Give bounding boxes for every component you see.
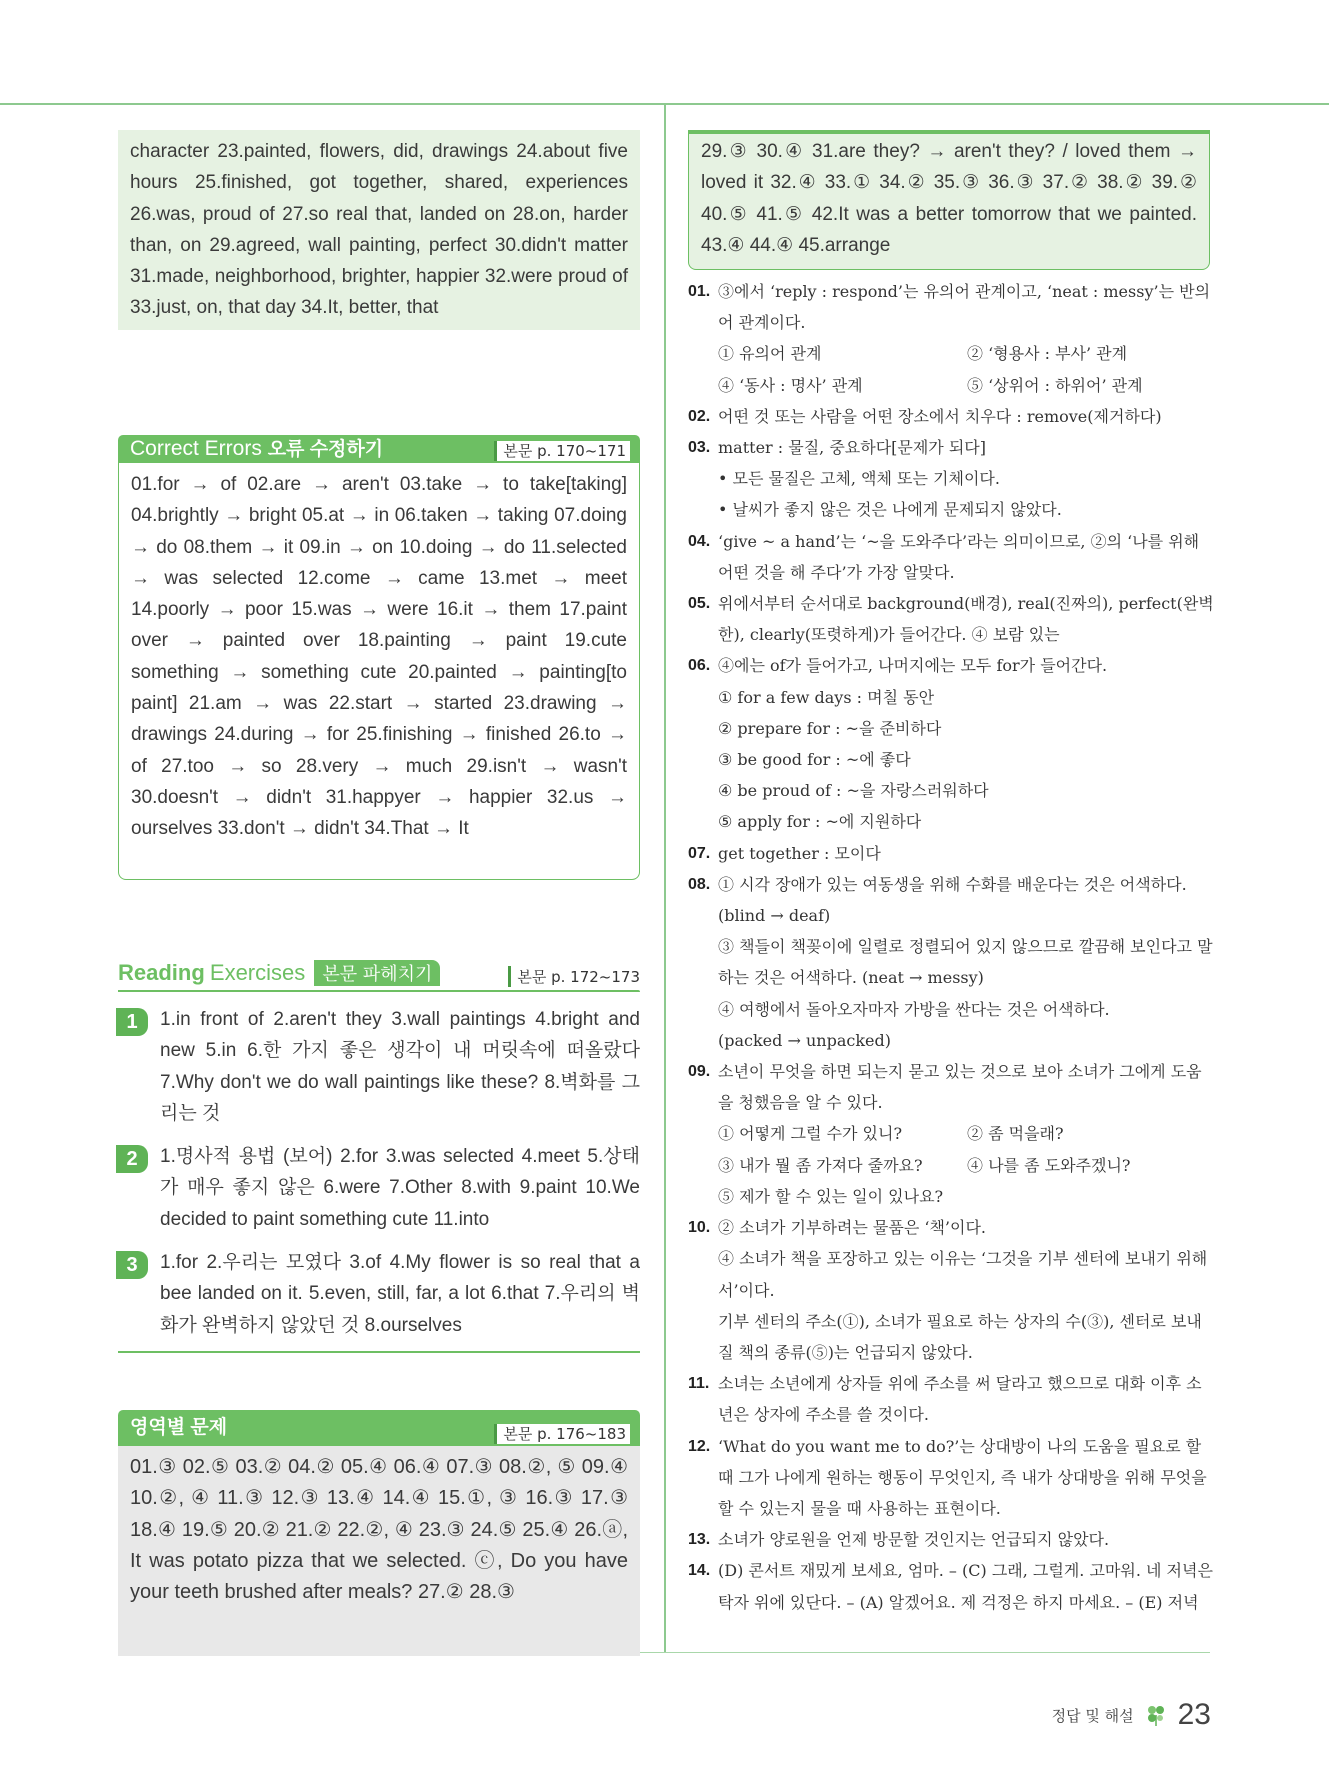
explanation-subline: ① for a few days : 며칠 동안 [718, 687, 935, 707]
exercise-number-badge: 3 [116, 1251, 148, 1279]
explanation-text: (D) 콘서트 재밌게 보세요, 엄마. – (C) 그래, 그럴게. 고마워. 네 저녁은 탁자 위에 있단다. – (A) 알겠어요. 제 걱정은 하지 마세요. – (E) 저녁 [718, 1561, 1213, 1612]
reading-end-rule [118, 1351, 640, 1353]
explanation-subline: ④ 여행에서 돌아오자마자 가방을 싼다는 것은 어색하다. [718, 999, 1110, 1019]
exercise-block-2 [118, 1141, 640, 1235]
answers-continued-box [118, 130, 640, 330]
exercise-block-1 [118, 1004, 640, 1129]
correct-errors-section [118, 435, 640, 880]
explanation-number: 06. [688, 657, 711, 675]
explanation-item [688, 526, 1216, 588]
explanation-option-pair [718, 370, 1216, 401]
explanation-number: 04. [688, 532, 711, 550]
explanation-text: ③에서 ‘reply : respond’는 유의어 관계이고, ‘neat : messy’는 반의어 관계이다. [718, 282, 1211, 333]
region-problems-page-ref: 본문 p. 176~183 [494, 1424, 630, 1444]
explanation-text: 소녀는 소년에게 상자들 위에 주소를 써 달라고 했으므로 대화 이후 소년은 상자에 주소를 쓸 것이다. [718, 1374, 1202, 1425]
explanation-text: ‘give ~ a hand’는 ‘~을 도와주다’라는 의미이므로, ②의 ‘나를 위해 어떤 것을 해 주다’가 가장 알맞다. [718, 531, 1200, 582]
explanation-number: 13. [688, 1531, 711, 1549]
reading-exercises-header [118, 960, 640, 988]
correct-errors-title-ko: 오류 수정하기 [267, 439, 384, 460]
reading-title-b: Exercises [209, 960, 306, 985]
explanation-text: 어떤 것 또는 사람을 어떤 장소에서 치우다 : remove(제거하다) [718, 406, 1162, 426]
explanation-number: 09. [688, 1063, 711, 1081]
explanation-text: 소녀가 양로원을 언제 방문할 것인지는 언급되지 않았다. [718, 1530, 1110, 1550]
reading-title-c: 본문 파헤치기 [314, 960, 440, 986]
explanation-option-pair [718, 1150, 1216, 1181]
reading-page-ref: 본문 p. 172~173 [508, 966, 640, 987]
explanation-option: ② ‘형용사 : 부사’ 관계 [967, 344, 1128, 364]
region-problems-text: 01.③ 02.⑤ 03.② 04.② 05.④ 06.④ 07.③ 08.②, ⑤ 09.④ 10.②, ④ 11.③ 12.③ 13.④ 14.④ 15.①, ③ 16.③ 17.③ 18.④ 19.⑤ 20.② 21.② 22.②, ④ 23.③ 24.⑤ 25.④ 26.ⓐ, It was potato pizza that we selected. ⓒ, Do you have your teeth brushed after meals? 27.② 28.③ [130, 1456, 628, 1604]
reading-title-a: Reading [118, 960, 205, 985]
explanation-option: ④ ‘동사 : 명사’ 관계 [718, 375, 863, 395]
explanation-option-pair [718, 1118, 1216, 1149]
exercise-number-badge: 2 [116, 1145, 148, 1173]
reading-header-rule [118, 990, 640, 992]
region-problems-body [118, 1446, 640, 1656]
explanation-subline: (packed → unpacked) [718, 1030, 891, 1050]
correct-errors-text: 01.for → of 02.are → aren't 03.take → to take[taking] 04.brightly → bright 05.at → in 06.taken → taking 07.doing → do 08.them → it 09.in → on 10.doing → do 11.selected → was selected 12.come → came 13.met → meet 14.poorly → poor 15.was → were 16.it → them 17.paint over → painted over 18.painting → paint 19.cute something → something cute 20.painted → painting[to paint] 21.am → was 22.start → started 23.drawing → drawings 24.during → for 25.finishing → finished 26.to → of 27.too → so 28.very → much 29.isn't → wasn't 30.doesn't → didn't 31.happyer → happier 32.us → ourselves 33.don't → didn't 34.That → It [131, 474, 627, 840]
explanation-item [688, 1431, 1216, 1525]
explanation-item [688, 276, 1216, 401]
explanation-subline: ③ be good for : ~에 좋다 [718, 750, 911, 770]
explanation-item [688, 869, 1216, 1056]
explanations [688, 276, 1216, 1618]
explanation-subline: ② prepare for : ~을 준비하다 [718, 718, 942, 738]
explanation-text: ④에는 of가 들어가고, 나머지에는 모두 for가 들어간다. [718, 656, 1108, 676]
explanation-item [688, 838, 1216, 869]
explanation-number: 14. [688, 1562, 711, 1580]
footer-label: 정답 및 해설 [1051, 1706, 1134, 1725]
explanation-number: 12. [688, 1437, 711, 1455]
explanation-item [688, 650, 1216, 837]
page-footer [1052, 1698, 1211, 1732]
explanation-text: ‘What do you want me to do?’는 상대방이 나의 도움을 필요로 할 때 그가 나에게 원하는 행동이 무엇인지, 즉 내가 상대방을 위해 무엇을 할 수 있는지 물을 때 사용하는 표현이다. [718, 1436, 1207, 1518]
explanation-option: ④ 나를 좀 도와주겠니? [967, 1155, 1131, 1175]
explanation-item [688, 1524, 1216, 1555]
explanation-option: ② 좀 먹을래? [967, 1124, 1064, 1144]
explanation-subline: ⑤ 제가 할 수 있는 일이 있나요? [718, 1186, 944, 1206]
explanation-subline: ④ 소녀가 책을 포장하고 있는 이유는 ‘그것을 기부 센터에 보내기 위해서’이다. [718, 1249, 1208, 1300]
explanation-number: 01. [688, 283, 711, 300]
explanation-option: ⑤ ‘상위어 : 하위어’ 관계 [967, 375, 1143, 395]
exercise-number-badge: 1 [116, 1008, 148, 1036]
answers-right-text: 29.③ 30.④ 31.are they? → aren't they? / loved them → loved it 32.④ 33.① 34.② 35.③ 36.③ 37.② 38.② 39.② 40.⑤ 41.⑤ 42.It was a better tomorrow that we painted. 43.④ 44.④ 45.arrange [701, 141, 1197, 256]
explanation-number: 11. [688, 1375, 710, 1393]
clover-leaf-icon [1144, 1703, 1168, 1727]
explanation-number: 03. [688, 439, 711, 457]
explanation-subline: ⑤ apply for : ~에 지원하다 [718, 812, 922, 832]
explanation-subline: 기부 센터의 주소(①), 소녀가 필요로 하는 상자의 수(③), 센터로 보내질 책의 종류(⑤)는 언급되지 않았다. [718, 1311, 1202, 1362]
explanation-subline: • 날씨가 좋지 않은 것은 나에게 문제되지 않았다. [718, 500, 1062, 520]
explanation-number: 10. [688, 1219, 711, 1237]
explanation-text: ② 소녀가 기부하려는 물품은 ‘책’이다. [718, 1218, 986, 1238]
explanation-item [688, 401, 1216, 432]
explanation-item [688, 432, 1216, 526]
explanation-number: 07. [688, 844, 711, 862]
explanation-subline: • 모든 물질은 고체, 액체 또는 기체이다. [718, 469, 1000, 489]
answers-box-right [688, 130, 1210, 270]
explanation-item [688, 588, 1216, 650]
explanation-text: get together : 모이다 [718, 843, 881, 863]
explanation-text: 소년이 무엇을 하면 되는지 묻고 있는 것으로 보아 소녀가 그에게 도움을 청했음을 알 수 있다. [718, 1062, 1202, 1113]
region-problems-title: 영역별 문제 [130, 1417, 228, 1438]
explanation-item [688, 1368, 1216, 1430]
correct-errors-header [118, 435, 640, 463]
correct-errors-page-ref: 본문 p. 170~171 [494, 441, 630, 461]
explanation-text: ① 시각 장애가 있는 여동생을 위해 수화를 배운다는 것은 어색하다. [718, 874, 1187, 894]
answers-continued-text: character 23.painted, flowers, did, drawings 24.about five hours 25.finished, got together, shared, experiences 26.was, proud of 27.so real that, landed on 28.on, harder than, on 29.agreed, wall painting, perfect 30.didn't matter 31.made, neighborhood, brighter, happier 32.were proud of 33.just, on, that day 34.It, better, that [130, 141, 628, 319]
explanation-option: ① 어떻게 그럴 수가 있니? [718, 1124, 903, 1144]
reading-exercises-section [118, 960, 640, 1353]
column-divider [664, 104, 666, 1652]
explanation-text: matter : 물질, 중요하다[문제가 되다] [718, 438, 987, 458]
explanation-text: 위에서부터 순서대로 background(배경), real(진짜의), perfect(완벽한), clearly(또렷하게)가 들어간다. ④ 보람 있는 [718, 594, 1214, 645]
explanation-number: 08. [688, 875, 711, 893]
explanation-item [688, 1212, 1216, 1368]
explanation-option: ① 유의어 관계 [718, 344, 822, 364]
explanation-item [688, 1056, 1216, 1212]
correct-errors-body [118, 463, 640, 880]
exercise-answers: 1.for 2.우리는 모였다 3.of 4.My flower is so real that a bee landed on it. 5.even, still, far, a lot 6.that 7.우리의 벽화가 완벽하지 않았던 것 8.ourselves [160, 1252, 640, 1336]
exercise-answers: 1.in front of 2.aren't they 3.wall paintings 4.bright and new 5.in 6.한 가지 좋은 생각이 내 머릿속에 떠올랐다 7.Why don't we do wall paintings like these? 8.벽화를 그리는 것 [160, 1009, 640, 1124]
explanation-option: ③ 내가 뭘 좀 가져다 줄까요? [718, 1155, 923, 1175]
explanation-subline: ④ be proud of : ~을 자랑스러워하다 [718, 781, 989, 801]
region-problems-section [118, 1410, 640, 1656]
explanation-number: 02. [688, 407, 711, 425]
explanation-subline: ③ 책들이 책꽂이에 일렬로 정렬되어 있지 않으므로 깔끔해 보인다고 말하는 것은 어색하다. (neat → messy) [718, 937, 1213, 988]
explanation-option-pair [718, 338, 1216, 369]
correct-errors-title-en: Correct Errors [130, 437, 262, 460]
exercise-answers: 1.명사적 용법 (보어) 2.for 3.was selected 4.meet 5.상태가 매우 좋지 않은 6.were 7.Other 8.with 9.paint 10.We decided to paint something cute 11.into [160, 1146, 640, 1230]
region-problems-header [118, 1410, 640, 1446]
exercise-block-3 [118, 1247, 640, 1341]
page-number: 23 [1177, 1698, 1211, 1731]
explanation-number: 05. [688, 595, 711, 613]
explanation-item [688, 1555, 1216, 1617]
explanation-subline: (blind → deaf) [718, 906, 831, 926]
